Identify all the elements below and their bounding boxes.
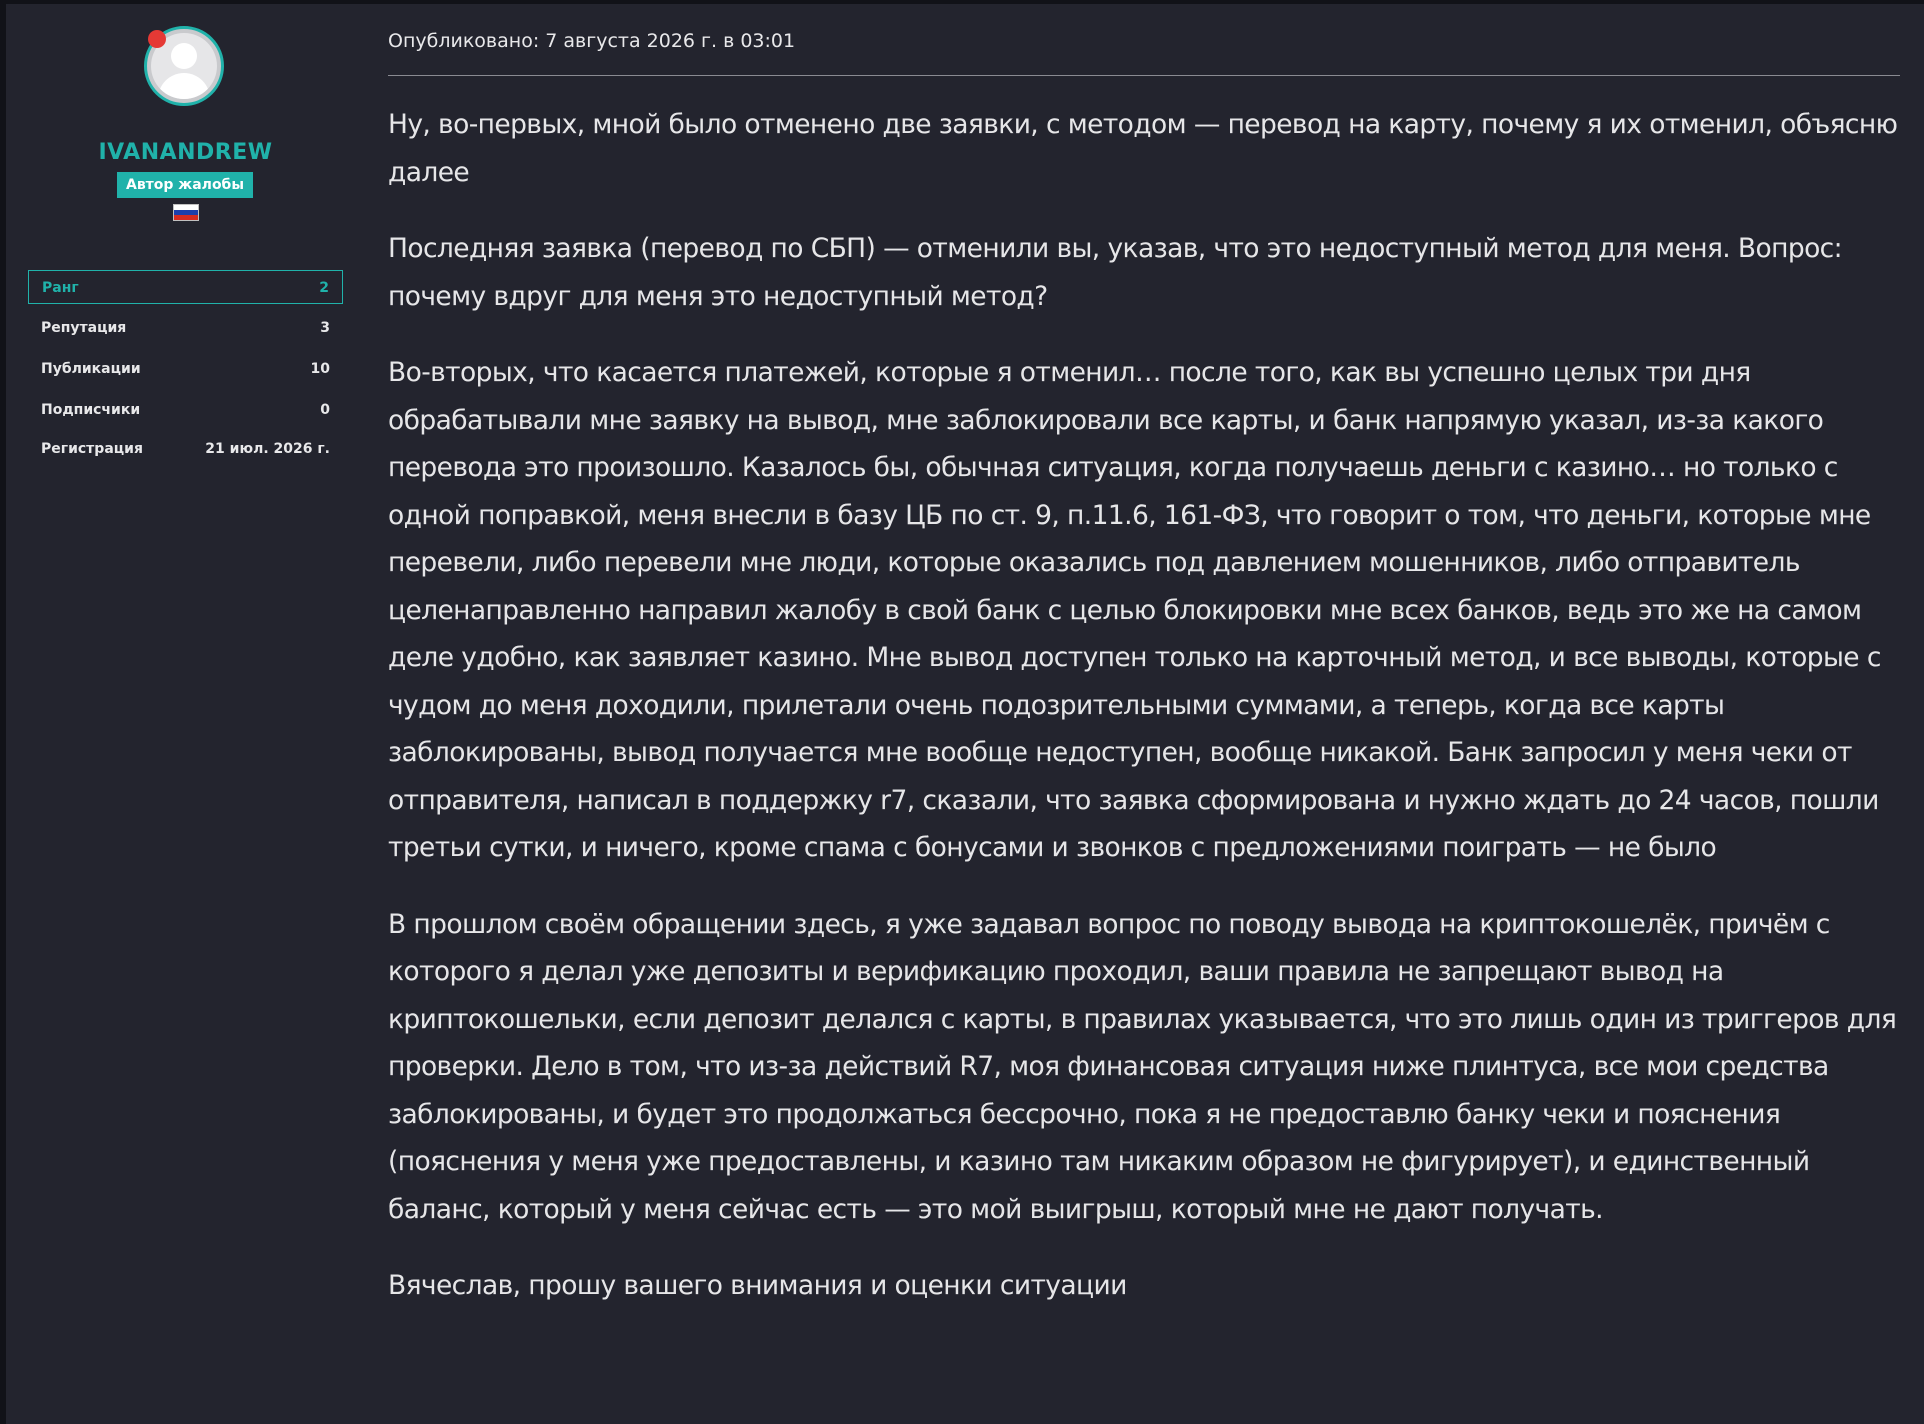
stat-label: Подписчики: [41, 402, 141, 418]
stat-row-followers: [28, 393, 343, 427]
username-link[interactable]: IVANANDREW: [98, 140, 273, 165]
post-paragraph: Последняя заявка (перевод по СБП) — отменили вы, указав, что это недоступный метод для меня. Вопрос: почему вдруг для меня это недоступный метод?: [388, 233, 1842, 312]
russia-flag-icon: [173, 204, 199, 221]
post-paragraph: В прошлом своём обращении здесь, я уже задавал вопрос по поводу вывода на криптокошелёк, причём с которого я делал уже депозиты и верификацию проходил, ваши правила не запрещают вывод на криптокошельки, если депозит делался с карты, в правилах указывается, что это лишь один из триггеров для проверки. Дело в том, что из-за действий R7, моя финансовая ситуация ниже плинтуса, все мои средства заблокированы, и будет это продолжаться бессрочно, пока я не предоставлю банку чеки и пояснения (пояснения у меня уже предоставлены, и казино там никаким образом не фигурирует), и единственный баланс, который у меня сейчас есть — это мой выигрыш, который мне не дают получать.: [388, 908, 1897, 1225]
stat-row-publications: [28, 352, 343, 386]
stat-value: 2: [319, 280, 329, 296]
publish-date: Опубликовано: 7 августа 2026 г. в 03:01: [388, 30, 796, 52]
stat-label: Публикации: [41, 361, 141, 377]
stat-value: 3: [320, 320, 330, 336]
post-body: [388, 101, 1900, 1339]
stat-value: 21 июл. 2026 г.: [205, 441, 330, 457]
author-badge: Автор жалобы: [117, 172, 253, 198]
stat-label: Ранг: [42, 280, 79, 296]
stat-row-registration: [28, 432, 343, 466]
stat-value: 0: [320, 402, 330, 418]
online-status-dot: [148, 30, 166, 48]
post-paragraph: Во-вторых, что касается платежей, которые я отменил… после того, как вы успешно целых три дня обрабатывали мне заявку на вывод, мне заблокировали все карты, и банк напрямую указал, из-за какого перевода это произошло. Казалось бы, обычная ситуация, когда получаешь деньги с казино… но только с одной поправкой, меня внесли в базу ЦБ по ст. 9, п.11.6, 161-ФЗ, что говорит о том, что деньги, которые мне перевели, либо перевели мне люди, которые оказались под давлением мошенников, либо отправитель целенаправленно направил жалобу в свой банк с целью блокировки мне всех банков, ведь это же на самом деле удобно, как заявляет казино. Мне вывод доступен только на карточный метод, и все выводы, которые с чудом до меня доходили, прилетали очень подозрительными суммами, а теперь, когда все карты заблокированы, вывод получается мне вообще недоступен, вообще никакой. Банк запросил у меня чеки от отправителя, написал в поддержку r7, сказали, что заявка сформирована и нужно ждать до 24 часов, пошли третьи сутки, и ничего, кроме спама с бонусами и звонков с предложениями поиграть — не было: [388, 357, 1881, 863]
post-paragraph: Ну, во-первых, мной было отменено две заявки, с методом — перевод на карту, почему я их отменил, объясню далее: [388, 109, 1898, 188]
stat-value: 10: [310, 361, 330, 377]
stat-row-rank[interactable]: [28, 270, 343, 304]
post-paragraph: Вячеслав, прошу вашего внимания и оценки ситуации: [388, 1270, 1127, 1301]
divider: [388, 75, 1900, 76]
stat-label: Репутация: [41, 320, 127, 336]
stat-row-reputation: [28, 311, 343, 345]
stat-label: Регистрация: [41, 441, 143, 457]
